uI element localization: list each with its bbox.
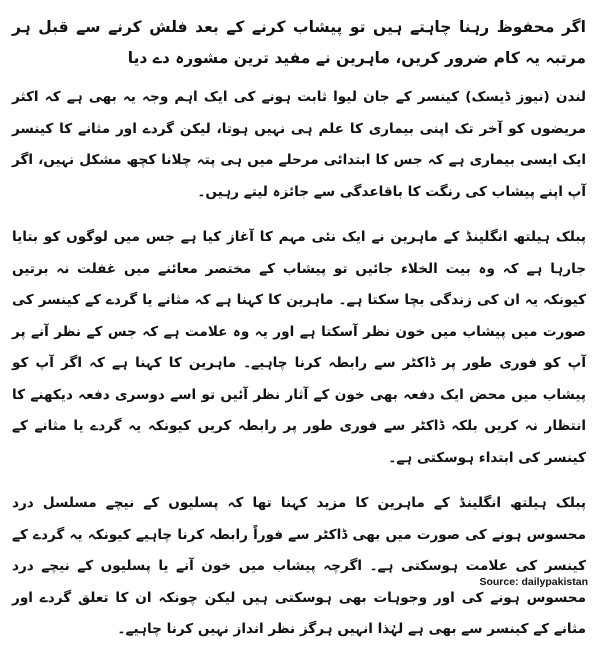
article-paragraph-2: پبلک ہیلتھ انگلینڈ کے ماہرین نے ایک نئی مہم کا آغاز کیا ہے جس میں لوگوں کو بتایا جارہا ہے کہ وہ بیت الخلاء جائیں تو پیشاب کے مختصر معائنے میں غفلت نہ برتیں کیونکہ یہ ان کی زندگی بچا سکتا ہے۔ ماہرین کا کہنا ہے کہ مثانے یا گردے کے کینسر کی صورت میں پیشاب میں خون نظر آسکتا ہے اور یہ وہ علامت ہے کہ جس کے نظر آنے پر آپ کو فوری طور پر ڈاکٹر سے رابطہ کرنا چاہیے۔ ماہرین کا کہنا ہے کہ اگر آپ کو پیشاب میں محض ایک دفعہ بھی خون کے آثار نظر آئیں تو اسے دوسری دفعہ دیکھنے کا انتظار نہ کریں بلکہ ڈاکٹر سے فوری طور پر رابطہ کریں کیونکہ یہ گردے یا مثانے کے کینسر کی ابتداء ہوسکتی ہے۔: [12, 229, 586, 466]
article-paragraph-3: پبلک ہیلتھ انگلینڈ کے ماہرین کا مزید کہنا تھا کہ پسلیوں کے نیچے مسلسل درد محسوس ہونے کی صورت میں بھی ڈاکٹر سے فوراً رابطہ کرنا چاہیے کیونکہ یہ گردے کے کینسر کی علامت ہوسکتی ہے۔ اگرچہ پیشاب میں خون آنے یا پسلیوں کے نیچے درد محسوس ہونے کی اور وجوہات بھی ہوسکتی ہیں لیکن چونکہ ان کا تعلق گردے اور مثانے کے کینسر سے بھی ہے لہٰذا انہیں ہرگز نظر انداز نہیں کرنا چاہیے۔: [12, 495, 586, 637]
source-credit: Source: dailypakistan: [479, 576, 588, 588]
article-paragraph-1: لندن (نیوز ڈیسک) کینسر کے جان لیوا ثابت ہونے کی ایک اہم وجہ یہ بھی ہے کہ اکثر مریضوں کو آخر تک اپنی بیماری کا علم ہی نہیں ہوتا، لیکن گردے اور مثانے کا کینسر ایک ایسی بیماری ہے کہ جس کا ابتدائی مرحلے میں ہی پتہ چلانا کچھ مشکل نہیں، اگر آپ اپنے پیشاب کی رنگت کا باقاعدگی سے جائزہ لیتے رہیں۔: [12, 89, 586, 200]
article-headline: اگر محفوظ رہنا چاہتے ہیں تو پیشاب کرنے کے بعد فلش کرنے سے قبل ہر مرتبہ یہ کام ضرور کریں، ماہرین نے مفید ترین مشورہ دے دیا: [12, 18, 586, 67]
